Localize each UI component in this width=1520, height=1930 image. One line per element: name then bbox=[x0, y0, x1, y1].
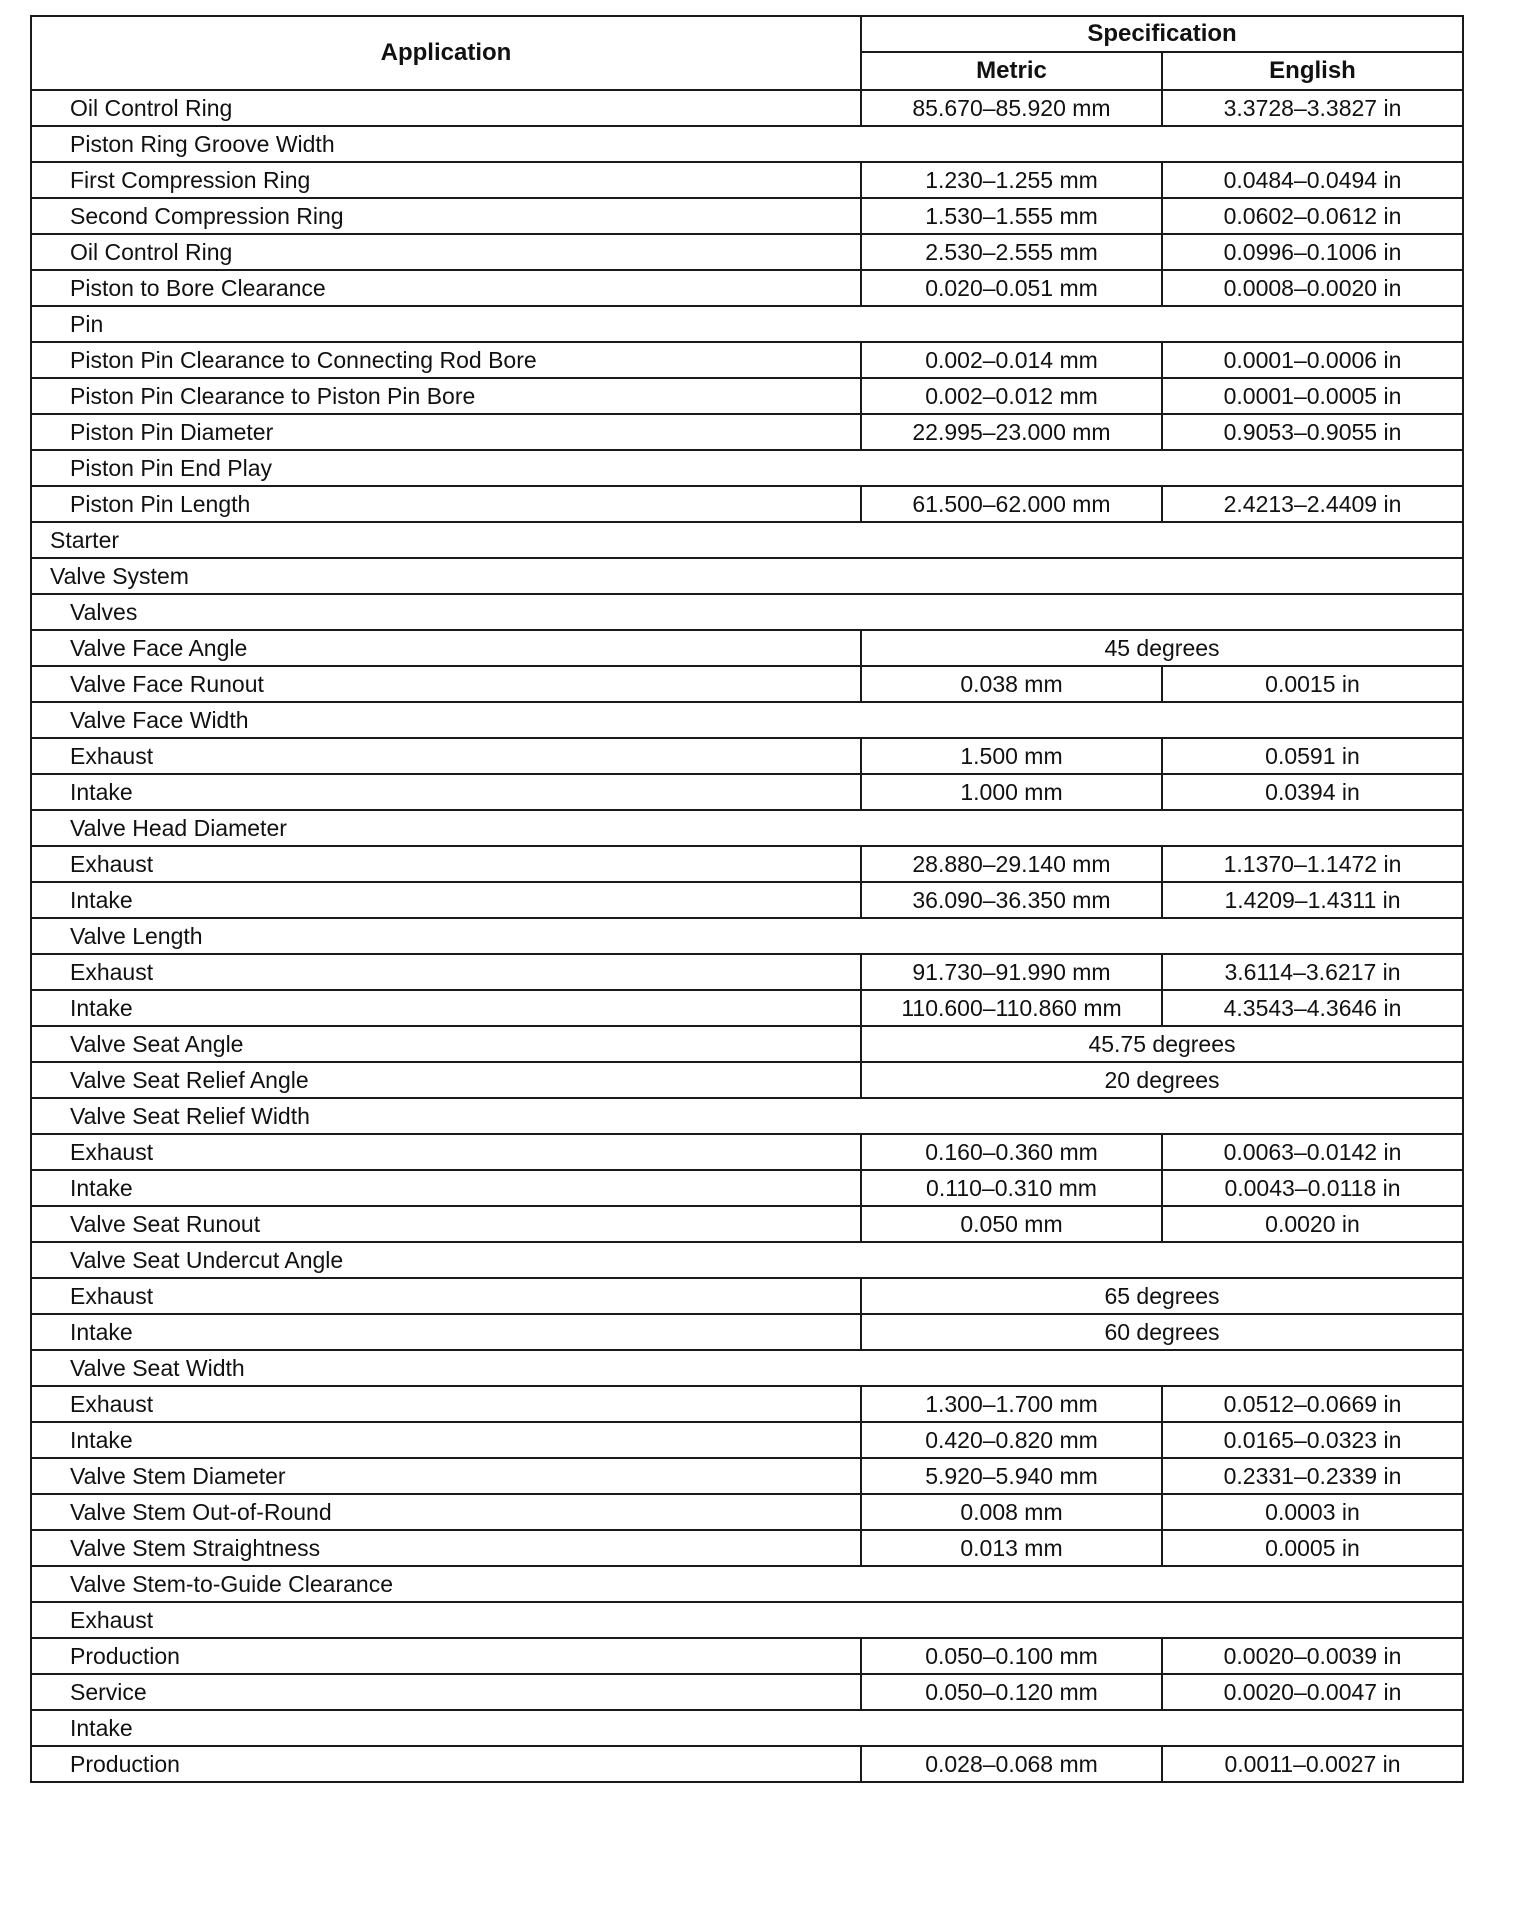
metric-cell: 0.050–0.120 mm bbox=[861, 1674, 1162, 1710]
metric-cell: 0.110–0.310 mm bbox=[861, 1170, 1162, 1206]
section-heading-cell: Pin bbox=[31, 306, 1463, 342]
table-row bbox=[31, 738, 1463, 774]
english-cell: 0.0043–0.0118 in bbox=[1162, 1170, 1463, 1206]
english-cell: 0.0003 in bbox=[1162, 1494, 1463, 1530]
metric-header: Metric bbox=[861, 52, 1162, 90]
table-row bbox=[31, 486, 1463, 522]
english-cell: 0.0394 in bbox=[1162, 774, 1463, 810]
english-cell: 0.2331–0.2339 in bbox=[1162, 1458, 1463, 1494]
table-row bbox=[31, 198, 1463, 234]
english-cell: 0.9053–0.9055 in bbox=[1162, 414, 1463, 450]
table-row bbox=[31, 342, 1463, 378]
application-cell: Intake bbox=[31, 1314, 861, 1350]
english-cell: 0.0165–0.0323 in bbox=[1162, 1422, 1463, 1458]
specification-table bbox=[30, 15, 1464, 1783]
section-heading-cell: Piston Pin End Play bbox=[31, 450, 1463, 486]
table-row bbox=[31, 1206, 1463, 1242]
english-cell: 0.0996–0.1006 in bbox=[1162, 234, 1463, 270]
table-row bbox=[31, 990, 1463, 1026]
table-row bbox=[31, 1170, 1463, 1206]
english-cell: 0.0063–0.0142 in bbox=[1162, 1134, 1463, 1170]
application-cell: Valve Stem Diameter bbox=[31, 1458, 861, 1494]
metric-cell: 91.730–91.990 mm bbox=[861, 954, 1162, 990]
application-cell: Oil Control Ring bbox=[31, 234, 861, 270]
english-cell: 1.1370–1.1472 in bbox=[1162, 846, 1463, 882]
application-cell: Service bbox=[31, 1674, 861, 1710]
table-row bbox=[31, 1062, 1463, 1098]
application-cell: Exhaust bbox=[31, 846, 861, 882]
metric-cell: 0.050–0.100 mm bbox=[861, 1638, 1162, 1674]
application-cell: Valve Seat Relief Angle bbox=[31, 1062, 861, 1098]
application-cell: First Compression Ring bbox=[31, 162, 861, 198]
table-row bbox=[31, 450, 1463, 486]
table-row bbox=[31, 918, 1463, 954]
section-heading-cell: Valve Seat Width bbox=[31, 1350, 1463, 1386]
metric-cell: 1.230–1.255 mm bbox=[861, 162, 1162, 198]
table-row bbox=[31, 630, 1463, 666]
table-row bbox=[31, 1746, 1463, 1782]
application-cell: Piston Pin Diameter bbox=[31, 414, 861, 450]
table-row bbox=[31, 1134, 1463, 1170]
metric-cell: 1.530–1.555 mm bbox=[861, 198, 1162, 234]
combined-spec-cell: 45 degrees bbox=[861, 630, 1463, 666]
metric-cell: 5.920–5.940 mm bbox=[861, 1458, 1162, 1494]
application-cell: Production bbox=[31, 1638, 861, 1674]
english-cell: 0.0008–0.0020 in bbox=[1162, 270, 1463, 306]
table-row bbox=[31, 90, 1463, 126]
english-cell: 0.0591 in bbox=[1162, 738, 1463, 774]
section-heading-cell: Exhaust bbox=[31, 1602, 1463, 1638]
english-cell: 3.6114–3.6217 in bbox=[1162, 954, 1463, 990]
table-row bbox=[31, 1674, 1463, 1710]
table-row bbox=[31, 846, 1463, 882]
metric-cell: 1.000 mm bbox=[861, 774, 1162, 810]
combined-spec-cell: 65 degrees bbox=[861, 1278, 1463, 1314]
metric-cell: 0.028–0.068 mm bbox=[861, 1746, 1162, 1782]
application-header: Application bbox=[31, 16, 861, 90]
table-row bbox=[31, 1278, 1463, 1314]
metric-cell: 0.013 mm bbox=[861, 1530, 1162, 1566]
english-cell: 0.0020–0.0039 in bbox=[1162, 1638, 1463, 1674]
metric-cell: 0.002–0.012 mm bbox=[861, 378, 1162, 414]
application-cell: Valve Seat Runout bbox=[31, 1206, 861, 1242]
english-cell: 0.0602–0.0612 in bbox=[1162, 198, 1463, 234]
table-row bbox=[31, 270, 1463, 306]
metric-cell: 0.160–0.360 mm bbox=[861, 1134, 1162, 1170]
table-row bbox=[31, 702, 1463, 738]
english-cell: 0.0015 in bbox=[1162, 666, 1463, 702]
section-heading-cell: Valve Seat Relief Width bbox=[31, 1098, 1463, 1134]
table-row bbox=[31, 1098, 1463, 1134]
application-cell: Exhaust bbox=[31, 738, 861, 774]
application-cell: Exhaust bbox=[31, 1134, 861, 1170]
english-cell: 0.0005 in bbox=[1162, 1530, 1463, 1566]
table-row bbox=[31, 954, 1463, 990]
metric-cell: 0.002–0.014 mm bbox=[861, 342, 1162, 378]
application-cell: Second Compression Ring bbox=[31, 198, 861, 234]
application-cell: Intake bbox=[31, 774, 861, 810]
application-cell: Intake bbox=[31, 990, 861, 1026]
metric-cell: 0.420–0.820 mm bbox=[861, 1422, 1162, 1458]
combined-spec-cell: 45.75 degrees bbox=[861, 1026, 1463, 1062]
application-cell: Intake bbox=[31, 1422, 861, 1458]
table-row bbox=[31, 414, 1463, 450]
english-cell: 0.0011–0.0027 in bbox=[1162, 1746, 1463, 1782]
metric-cell: 0.038 mm bbox=[861, 666, 1162, 702]
application-cell: Piston Pin Length bbox=[31, 486, 861, 522]
table-header bbox=[31, 16, 1463, 90]
english-cell: 0.0020–0.0047 in bbox=[1162, 1674, 1463, 1710]
table-body bbox=[31, 90, 1463, 1782]
section-heading-cell: Valve Face Width bbox=[31, 702, 1463, 738]
application-cell: Valve Stem Out-of-Round bbox=[31, 1494, 861, 1530]
english-cell: 0.0512–0.0669 in bbox=[1162, 1386, 1463, 1422]
table-row bbox=[31, 594, 1463, 630]
table-row bbox=[31, 162, 1463, 198]
table-row bbox=[31, 306, 1463, 342]
table-row bbox=[31, 522, 1463, 558]
table-row bbox=[31, 558, 1463, 594]
application-cell: Valve Face Runout bbox=[31, 666, 861, 702]
english-cell: 2.4213–2.4409 in bbox=[1162, 486, 1463, 522]
section-heading-cell: Valve Head Diameter bbox=[31, 810, 1463, 846]
combined-spec-cell: 60 degrees bbox=[861, 1314, 1463, 1350]
table-row bbox=[31, 882, 1463, 918]
metric-cell: 110.600–110.860 mm bbox=[861, 990, 1162, 1026]
english-cell: 3.3728–3.3827 in bbox=[1162, 90, 1463, 126]
application-cell: Piston Pin Clearance to Connecting Rod Bore bbox=[31, 342, 861, 378]
section-heading-cell: Piston Ring Groove Width bbox=[31, 126, 1463, 162]
english-cell: 0.0001–0.0005 in bbox=[1162, 378, 1463, 414]
table-row bbox=[31, 666, 1463, 702]
table-row bbox=[31, 1458, 1463, 1494]
table-row bbox=[31, 1350, 1463, 1386]
table-row bbox=[31, 1242, 1463, 1278]
table-row bbox=[31, 126, 1463, 162]
table-row bbox=[31, 1710, 1463, 1746]
section-heading-cell: Valves bbox=[31, 594, 1463, 630]
metric-cell: 0.008 mm bbox=[861, 1494, 1162, 1530]
application-cell: Valve Stem Straightness bbox=[31, 1530, 861, 1566]
metric-cell: 2.530–2.555 mm bbox=[861, 234, 1162, 270]
table-row bbox=[31, 1638, 1463, 1674]
application-cell: Oil Control Ring bbox=[31, 90, 861, 126]
section-heading-cell: Valve Length bbox=[31, 918, 1463, 954]
table-row bbox=[31, 1422, 1463, 1458]
application-cell: Production bbox=[31, 1746, 861, 1782]
english-cell: 0.0020 in bbox=[1162, 1206, 1463, 1242]
metric-cell: 22.995–23.000 mm bbox=[861, 414, 1162, 450]
section-heading-cell: Intake bbox=[31, 1710, 1463, 1746]
metric-cell: 0.020–0.051 mm bbox=[861, 270, 1162, 306]
metric-cell: 36.090–36.350 mm bbox=[861, 882, 1162, 918]
section-heading-cell: Valve Stem-to-Guide Clearance bbox=[31, 1566, 1463, 1602]
specification-sheet bbox=[30, 15, 1462, 1783]
metric-cell: 28.880–29.140 mm bbox=[861, 846, 1162, 882]
table-row bbox=[31, 1494, 1463, 1530]
application-cell: Exhaust bbox=[31, 954, 861, 990]
application-cell: Intake bbox=[31, 882, 861, 918]
metric-cell: 1.500 mm bbox=[861, 738, 1162, 774]
application-cell: Valve Seat Angle bbox=[31, 1026, 861, 1062]
metric-cell: 61.500–62.000 mm bbox=[861, 486, 1162, 522]
table-row bbox=[31, 1386, 1463, 1422]
english-cell: 1.4209–1.4311 in bbox=[1162, 882, 1463, 918]
table-row bbox=[31, 1602, 1463, 1638]
english-cell: 4.3543–4.3646 in bbox=[1162, 990, 1463, 1026]
english-cell: 0.0484–0.0494 in bbox=[1162, 162, 1463, 198]
table-row bbox=[31, 1530, 1463, 1566]
table-row bbox=[31, 810, 1463, 846]
application-cell: Piston Pin Clearance to Piston Pin Bore bbox=[31, 378, 861, 414]
application-cell: Piston to Bore Clearance bbox=[31, 270, 861, 306]
metric-cell: 0.050 mm bbox=[861, 1206, 1162, 1242]
table-row bbox=[31, 234, 1463, 270]
table-row bbox=[31, 378, 1463, 414]
section-heading-cell: Valve Seat Undercut Angle bbox=[31, 1242, 1463, 1278]
section-heading-cell: Starter bbox=[31, 522, 1463, 558]
table-row bbox=[31, 1314, 1463, 1350]
application-cell: Valve Face Angle bbox=[31, 630, 861, 666]
application-cell: Exhaust bbox=[31, 1278, 861, 1314]
specification-header: Specification bbox=[861, 16, 1463, 52]
table-row bbox=[31, 1566, 1463, 1602]
table-row bbox=[31, 774, 1463, 810]
section-heading-cell: Valve System bbox=[31, 558, 1463, 594]
english-header: English bbox=[1162, 52, 1463, 90]
application-cell: Intake bbox=[31, 1170, 861, 1206]
metric-cell: 1.300–1.700 mm bbox=[861, 1386, 1162, 1422]
english-cell: 0.0001–0.0006 in bbox=[1162, 342, 1463, 378]
table-row bbox=[31, 1026, 1463, 1062]
combined-spec-cell: 20 degrees bbox=[861, 1062, 1463, 1098]
metric-cell: 85.670–85.920 mm bbox=[861, 90, 1162, 126]
application-cell: Exhaust bbox=[31, 1386, 861, 1422]
